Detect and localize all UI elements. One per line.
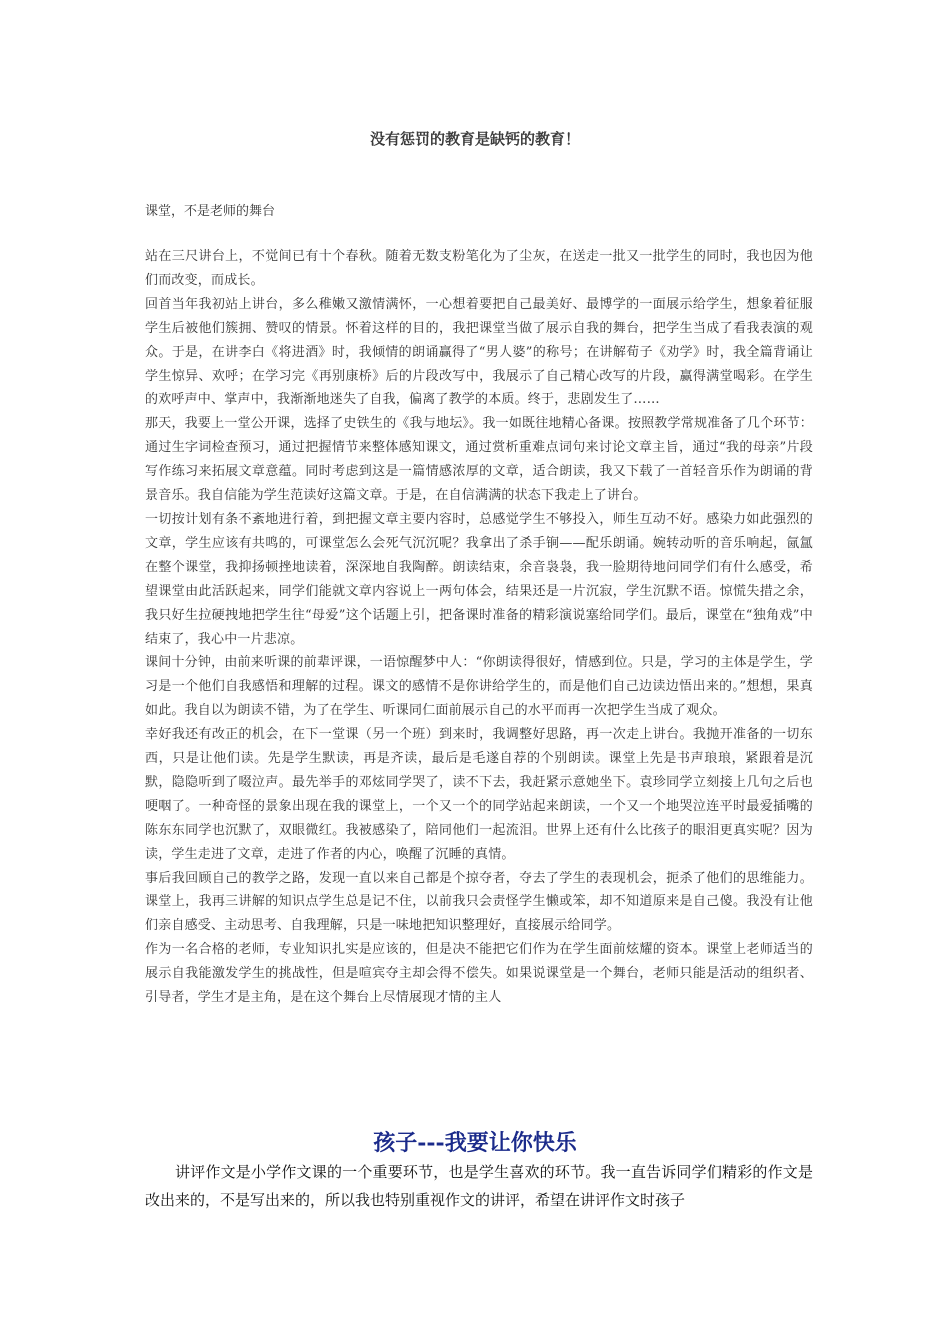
paragraph: 回首当年我初站上讲台，多么稚嫩又激情满怀，一心想着要把自己最美好、最博学的一面展示给学生，想象着征服学生后被他们簇拥、赞叹的情景。怀着这样的目的，我把课堂当做了展示自我的舞台，把学生当成了看我表演的观众。于是，在讲李白《将进酒》时，我倾情的朗诵赢得了“男人婆”的称号；在讲解荀子《劝学》时，我全篇背诵让学生惊异、欢呼；在学习完《再别康桥》后的片段改写中，我展示了自己精心改写的片段，赢得满堂喝彩。在学生的欢呼声中、掌声中，我渐渐地迷失了自我，偏离了教学的本质。终于，悲剧发生了……: [145, 296, 813, 408]
paragraph: 站在三尺讲台上，不觉间已有十个春秋。随着无数支粉笔化为了尘灰，在送走一批又一批学生的同时，我也因为他们而改变，而成长。: [145, 249, 813, 288]
paragraph: 幸好我还有改正的机会，在下一堂课（另一个班）到来时，我调整好思路，再一次走上讲台。我抛开准备的一切东西，只是让他们读。先是学生默读，再是齐读，最后是毛遂自荐的个别朗读。课堂上先是书声琅琅，紧跟着是沉默，隐隐听到了啜泣声。最先举手的邓炫同学哭了，读不下去，我赶紧示意她坐下。袁珍同学立刻接上几句之后也哽咽了。一种奇怪的景象出现在我的课堂上，一个又一个的同学站起来朗读，一个又一个地哭泣连平时最爱插嘴的陈东东同学也沉默了，双眼微红。我被感染了，陪同他们一起流泪。世界上还有什么比孩子的眼泪更真实呢？因为读，学生走进了文章，走进了作者的内心，唤醒了沉睡的真情。: [145, 727, 813, 862]
second-article-title: 孩子---我要让你快乐: [373, 1130, 577, 1156]
paragraph: 事后我回顾自己的教学之路，发现一直以来自己都是个掠夺者，夺去了学生的表现机会，扼杀了他们的思维能力。课堂上，我再三讲解的知识点学生总是记不住，以前我只会责怪学生懒或笨，却不知道原来是自己傻。我没有让他们亲自感受、主动思考、自我理解，只是一味地把知识整理好，直接展示给同学。: [145, 870, 813, 934]
second-article-body: [145, 1158, 813, 1214]
paragraph: 课间十分钟，由前来听课的前辈评课，一语惊醒梦中人：“你朗读得很好，情感到位。只是，学习的主体是学生，学习是一个他们自我感悟和理解的过程。课文的感情不是你讲给学生的，而是他们自己边读边悟出来的。”想想，果真如此。我自以为朗读不错，为了在学生、听课同仁面前展示自己的水平而再一次把学生当成了观众。: [145, 655, 813, 719]
paragraph: 一切按计划有条不紊地进行着，到把握文章主要内容时，总感觉学生不够投入，师生互动不好。感染力如此强烈的文章，学生应该有共鸣的，可课堂怎么会死气沉沉呢？我拿出了杀手锏——配乐朗诵。婉转动听的音乐响起，氤氲在整个课堂，我抑扬顿挫地读着，深深地自我陶醉。朗读结束，余音袅袅，我一脸期待地问同学们有什么感受，希望课堂由此活跃起来，同学们能就文章内容说上一两句体会，结果还是一片沉寂，学生沉默不语。惊慌失措之余，我只好生拉硬拽地把学生往“母爱”这个话题上引，把备课时准备的精彩演说塞给同学们。最后，课堂在“独角戏”中结束了，我心中一片悲凉。: [145, 511, 813, 647]
paragraph: 那天，我要上一堂公开课，选择了史铁生的《我与地坛》。我一如既往地精心备课。按照教学常规准备了几个环节：通过生字词检查预习，通过把握情节来整体感知课文，通过赏析重难点词句来讨论文章主旨，通过“我的母亲”片段写作练习来拓展文章意蕴。同时考虑到这是一篇情感浓厚的文章，适合朗读，我又下载了一首轻音乐作为朗诵的背景音乐。我自信能为学生范读好这篇文章。于是，在自信满满的状态下我走上了讲台。: [145, 416, 813, 504]
paragraph: 讲评作文是小学作文课的一个重要环节，也是学生喜欢的环节。我一直告诉同学们精彩的作文是改出来的，不是写出来的，所以我也特别重视作文的讲评，希望在讲评作文时孩子: [145, 1163, 813, 1209]
article-body: [145, 245, 813, 1010]
paragraph: 作为一名合格的老师，专业知识扎实是应该的，但是决不能把它们作为在学生面前炫耀的资本。课堂上老师适当的展示自我能激发学生的挑战性，但是喧宾夺主却会得不偿失。如果说课堂是一个舞台，老师只能是活动的组织者、引导者，学生才是主角，是在这个舞台上尽情展现才情的主人: [145, 942, 813, 1006]
document-title: 没有惩罚的教育是缺钙的教育！: [369, 130, 580, 148]
section-heading: 课堂，不是老师的舞台: [145, 204, 276, 219]
